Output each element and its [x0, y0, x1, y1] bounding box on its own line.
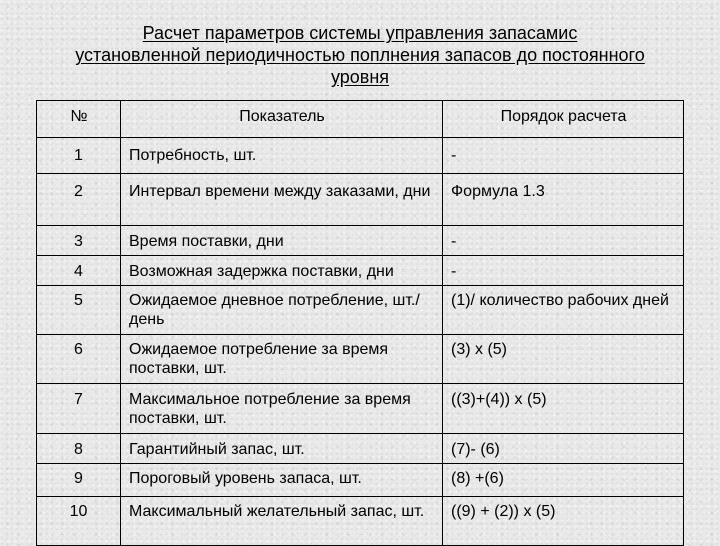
title-line-2: установленной периодичностью поплнения запасов до постоянного: [75, 45, 645, 65]
header-number: №: [37, 101, 121, 138]
table-row: [37, 174, 684, 226]
table-row: [37, 256, 684, 286]
row-number: 7: [37, 384, 121, 434]
row-number: 10: [37, 497, 121, 546]
row-formula: (3) х (5): [443, 335, 684, 384]
row-number: 6: [37, 335, 121, 384]
page-title: [30, 22, 690, 88]
table-row: [37, 138, 684, 174]
row-number: 8: [37, 434, 121, 464]
row-indicator: Максимальное потребление за время поставки, шт.: [121, 384, 443, 434]
table-header-row: [37, 101, 684, 138]
table-row: [37, 434, 684, 464]
row-indicator: Интервал времени между заказами, дни: [121, 174, 443, 226]
row-number: 3: [37, 226, 121, 256]
row-formula: (7)- (6): [443, 434, 684, 464]
row-formula: -: [443, 256, 684, 286]
row-indicator: Пороговый уровень запаса, шт.: [121, 464, 443, 497]
row-formula: (8) +(6): [443, 464, 684, 497]
row-formula: -: [443, 138, 684, 174]
row-formula: ((9) + (2)) х (5): [443, 497, 684, 546]
parameters-table: [36, 100, 684, 546]
row-indicator: Ожидаемое дневное потребление, шт./день: [121, 286, 443, 335]
row-number: 5: [37, 286, 121, 335]
title-line-3: уровня: [330, 67, 390, 87]
row-indicator: Возможная задержка поставки, дни: [121, 256, 443, 286]
row-formula: ((3)+(4)) х (5): [443, 384, 684, 434]
row-number: 1: [37, 138, 121, 174]
header-formula: Порядок расчета: [443, 101, 684, 138]
table-row: [37, 464, 684, 497]
row-indicator: Время поставки, дни: [121, 226, 443, 256]
row-indicator: Гарантийный запас, шт.: [121, 434, 443, 464]
row-formula: Формула 1.3: [443, 174, 684, 226]
header-indicator: Показатель: [121, 101, 443, 138]
row-indicator: Ожидаемое потребление за время поставки, шт.: [121, 335, 443, 384]
row-number: 2: [37, 174, 121, 226]
table-row: [37, 226, 684, 256]
table-row: [37, 384, 684, 434]
title-line-1: Расчет параметров системы управления запасамис: [142, 23, 578, 43]
row-number: 4: [37, 256, 121, 286]
row-formula: -: [443, 226, 684, 256]
table-row: [37, 286, 684, 335]
table-row: [37, 497, 684, 546]
row-formula: (1)/ количество рабочих дней: [443, 286, 684, 335]
table-row: [37, 335, 684, 384]
row-indicator: Потребность, шт.: [121, 138, 443, 174]
row-number: 9: [37, 464, 121, 497]
row-indicator: Максимальный желательный запас, шт.: [121, 497, 443, 546]
